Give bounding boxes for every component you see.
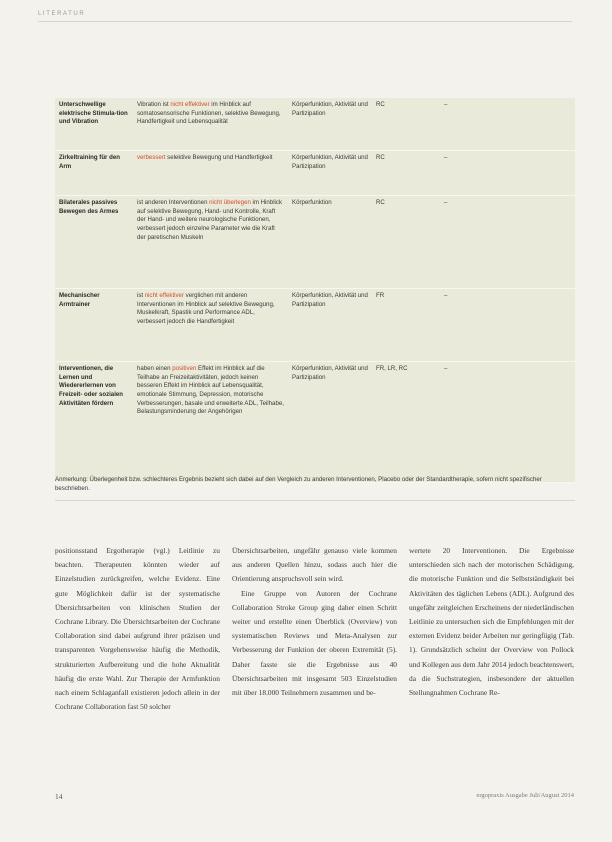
table-row xyxy=(55,289,575,362)
effect-text: im Hinblick auf somatosensorische Funktionen, selektive Bewegung, Handfertigkeit und Lebensqualität xyxy=(137,101,281,126)
body-paragraph: Übersichtsarbeiten, ungefähr genauso viele kommen aus anderen Quellen hinzu, sodass auch hier die Orientierung anspruchsvoll sein wird. xyxy=(232,546,397,584)
table-cell-icf: Körperfunktion xyxy=(292,199,332,206)
table-note: Anmerkung: Überlegenheit bzw. schlechteres Ergebnis bezieht sich dabei auf den Vergleich zu anderen Interventionen, Placebo oder der Standardtherapie, sofern nicht spezifischer beschrieben. xyxy=(55,476,542,492)
table-cell-intervention: Bilaterales passives Bewegen des Armes xyxy=(59,199,119,215)
table-cell-extra: – xyxy=(444,154,448,161)
effect-text: selektive Bewegung und Handfertigkeit xyxy=(165,154,273,161)
table-row xyxy=(55,151,575,196)
table-cell-level: FR xyxy=(376,292,385,299)
effect-text: verglichen mit anderen Interventionen im Hinblick auf selektive Bewegung, Muskelkraft, Spastik und Performance ADL, verbessert jedoch die Handfertigkeit xyxy=(137,292,275,325)
evidence-table xyxy=(55,98,575,483)
body-paragraph: Eine Gruppe von Autoren der Cochrane Collaboration Stroke Group ging daher einen Schritt weiter und erstellte einen Überblick (Overview) von systematischen Reviews und Meta-Analysen zur Verbesserung der Funktion der oberen Extremität (5). Daher fasste sie die Ergebnisse aus 40 Übersichtsarbeiten mit insgesamt 503 Einzelstudien mit über 18.000 Teilnehmern zusammen und be- xyxy=(232,588,397,698)
table-row xyxy=(55,362,575,483)
section-label: LITERATUR xyxy=(38,11,86,17)
page-number: 14 xyxy=(55,792,63,801)
table-cell-extra: – xyxy=(444,101,448,108)
table-cell-icf: Körperfunktion, Aktivität und Partizipation xyxy=(292,101,368,117)
table-row xyxy=(55,98,575,151)
table-cell-level: RC xyxy=(376,199,385,206)
table-cell-intervention: Unterschwellige elektrische Stimula-tion und Vibration xyxy=(59,101,128,126)
body-column-3 xyxy=(409,544,574,700)
effect-highlight: nicht effektiver xyxy=(170,101,210,108)
table-cell-intervention: Mechanischer Armtrainer xyxy=(59,292,100,308)
table-cell-icf: Körperfunktion, Aktivität und Partizipation xyxy=(292,365,368,381)
table-cell-effect xyxy=(133,362,288,482)
effect-highlight: nicht überlegen xyxy=(209,199,251,206)
table-cell-icf: Körperfunktion, Aktivität und Partizipation xyxy=(292,154,368,170)
table-cell-intervention: Interventionen, die Lernen und Wiedererlernen von Freizeit- oder sozialen Aktivitäten fördern xyxy=(59,365,123,407)
table-cell-extra: – xyxy=(444,365,448,372)
table-cell-level: FR, LR, RC xyxy=(376,365,408,372)
body-column-1 xyxy=(55,544,220,714)
table-cell-level: RC xyxy=(376,154,385,161)
top-rule xyxy=(38,21,572,22)
body-paragraph: positionsstand Ergotherapie (vgl.) Leitlinie zu beachten. Therapeuten könnten wieder auf Einzelstudien zurückgreifen, welche Evidenz. Eine gute Möglichkeit dafür ist der systematische Übersichtsarbeiten von klinischen Studien der Cochrane Library. Die Übersichtsarbeiten der Cochrane Collaboration sind dabei aufgrund ihrer präzisen und transparenten Vorgehensweise häufig die Methodik, strukturierten Aufbereitung und die hohe Aktualität häufig die erste Wahl. Zur Therapie der Armfunktion nach einem Schlaganfall existieren jedoch allein in der Cochrane Collaboration fast 50 solcher xyxy=(55,546,220,712)
effect-text: haben einen xyxy=(137,365,173,372)
table-cell-effect xyxy=(133,98,288,150)
table-cell-icf: Körperfunktion, Aktivität und Partizipation xyxy=(292,292,368,308)
table-cell-extra: – xyxy=(444,199,448,206)
body-column-2 xyxy=(232,544,397,700)
table-cell-intervention: Zirkeltraining für den Arm xyxy=(59,154,120,170)
effect-highlight: nicht effektiver xyxy=(144,292,184,299)
table-cell-effect xyxy=(133,289,288,361)
table-cell-level: RC xyxy=(376,101,385,108)
table-cell-extra: – xyxy=(444,292,448,299)
note-divider xyxy=(55,500,575,501)
table-row xyxy=(55,196,575,289)
effect-text: Effekt im Hinblick auf die Teilhabe an Freizeitaktivitäten, jedoch keinen besseren Effekt im Hinblick auf Lebensqualität, emotionale Stimmung, Depression, motorische Verbesserungen, basale und erweiterte ADL, Teilhabe, Belastungsminderung der Angehörigen xyxy=(137,365,284,416)
effect-highlight: positiven xyxy=(172,365,197,372)
effect-text: ist xyxy=(137,292,145,299)
effect-text: Vibration ist xyxy=(137,101,171,108)
journal-footer: ergopraxis Ausgabe Juli/August 2014 xyxy=(476,792,574,799)
effect-text: im Hinblick auf selektive Bewegung, Hand- und Kontrolle, Kraft der Hand- und weitere neurologische Funktionen, verbessert jedoch einzelne Parameter wie die Kraft der paretischen Muskeln xyxy=(137,199,282,241)
effect-highlight: verbessert xyxy=(137,154,166,161)
effect-text: ist anderen Interventionen xyxy=(137,199,210,206)
table-cell-effect xyxy=(133,196,288,288)
body-paragraph: wertete 20 Interventionen. Die Ergebnisse unterschieden sich nach der motorischen Schädigung, die motorische Funktion und die Selbstständigkeit bei Aktivitäten des täglichen Lebens (ADL). Aufgrund des ungefähr zeitgleichen Erscheinens der niederländischen Leitlinie zu untersuchen sich die Empfehlungen mit der externen Evidenz beider Arbeiten nur geringfügig (Tab. 1). Grundsätzlich scheint der Overview von Pollock und Kollegen aus dem Jahr 2014 jedoch beachtenswert, da die Suchstrategien, insbesondere der aktuellen Stellungnahmen Cochrane Re- xyxy=(409,546,574,698)
table-cell-effect xyxy=(133,151,288,195)
